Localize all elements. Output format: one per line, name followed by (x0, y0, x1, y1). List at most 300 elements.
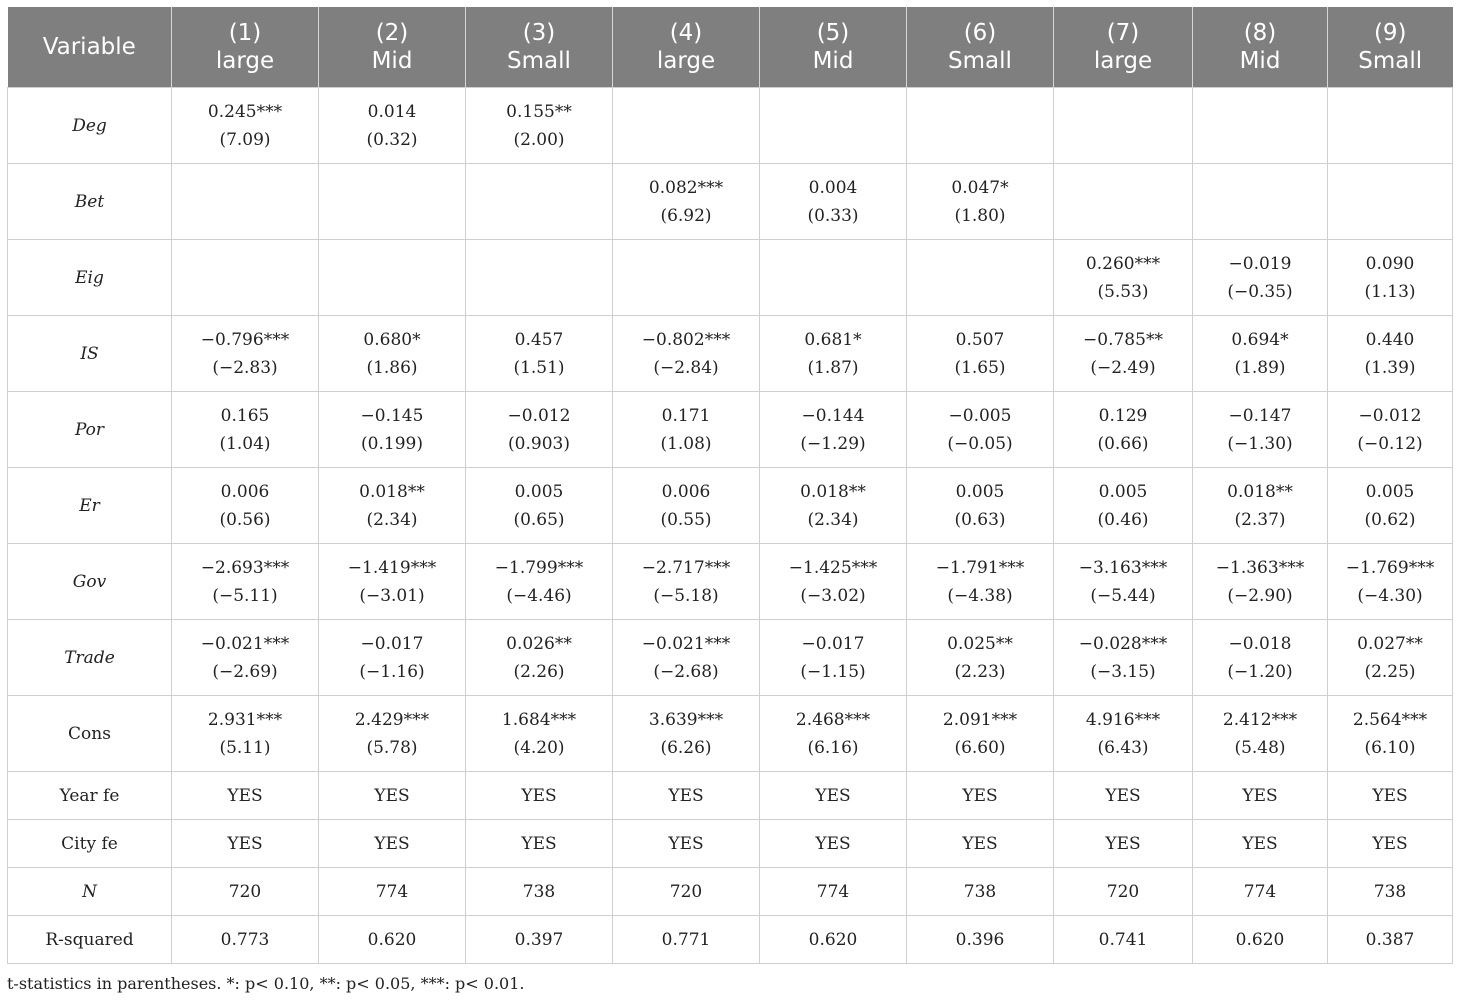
coefficient-value: −1.799*** (494, 557, 584, 578)
table-cell: 720 (1054, 868, 1193, 916)
table-row (8, 696, 1453, 772)
table-cell: YES (1328, 820, 1453, 868)
header-column-8 (1193, 7, 1328, 88)
t-statistic-value: (4.20) (513, 737, 565, 758)
coefficient-value: 0.129 (1098, 405, 1148, 426)
table-cell: 0.620 (760, 916, 907, 964)
table-cell: 738 (907, 868, 1054, 916)
table-row (8, 544, 1453, 620)
t-statistic-value: (2.37) (1234, 509, 1286, 530)
t-statistic-value: (−0.35) (1227, 281, 1293, 302)
table-cell (1193, 316, 1328, 392)
header-column-9 (1328, 7, 1453, 88)
table-cell (760, 316, 907, 392)
t-statistic-value: (−5.11) (212, 585, 278, 606)
table-cell (1193, 88, 1328, 164)
table-cell (760, 468, 907, 544)
table-cell (760, 392, 907, 468)
table-cell (613, 240, 760, 316)
t-statistic-value: (1.87) (807, 357, 859, 378)
coefficient-value: 0.245*** (207, 101, 283, 122)
table-cell: YES (1054, 772, 1193, 820)
header-row (8, 7, 1453, 88)
table-cell (172, 392, 319, 468)
coefficient-value: 0.260*** (1085, 253, 1161, 274)
row-label: N (8, 868, 172, 916)
table-cell (172, 240, 319, 316)
table-cell: 720 (613, 868, 760, 916)
table-cell (907, 164, 1054, 240)
table-cell: 0.773 (172, 916, 319, 964)
t-statistic-value: (1.13) (1364, 281, 1416, 302)
table-cell (466, 240, 613, 316)
t-statistic-value: (0.65) (513, 509, 565, 530)
table-cell (1328, 392, 1453, 468)
t-statistic-value: (−1.15) (800, 661, 866, 682)
t-statistic-value: (2.34) (807, 509, 859, 530)
table-cell (466, 88, 613, 164)
column-group: Small (507, 48, 571, 74)
t-statistic-value: (−2.68) (653, 661, 719, 682)
coefficient-value: −0.018 (1228, 633, 1292, 654)
t-statistic-value: (2.26) (513, 661, 565, 682)
table-cell: YES (466, 820, 613, 868)
table-row (8, 468, 1453, 544)
column-group: large (656, 48, 716, 74)
t-statistic-value: (6.92) (660, 205, 712, 226)
table-cell (319, 88, 466, 164)
t-statistic-value: (6.16) (807, 737, 859, 758)
coefficient-value: 0.004 (808, 177, 858, 198)
coefficient-value: 2.564*** (1352, 709, 1428, 730)
table-cell (907, 696, 1054, 772)
table-cell (1328, 544, 1453, 620)
table-cell (1328, 620, 1453, 696)
table-cell: 0.397 (466, 916, 613, 964)
coefficient-value: 0.026** (506, 633, 572, 654)
table-cell (613, 164, 760, 240)
t-statistic-value: (0.903) (508, 433, 570, 454)
table-cell: YES (1193, 820, 1328, 868)
t-statistic-value: (−5.44) (1090, 585, 1156, 606)
t-statistic-value: (1.39) (1364, 357, 1416, 378)
coefficient-value: 0.005 (514, 481, 564, 502)
coefficient-value: 2.091*** (942, 709, 1018, 730)
column-group: Small (1358, 48, 1423, 74)
header-variable: Variable (8, 7, 172, 88)
coefficient-value: 0.440 (1365, 329, 1415, 350)
t-statistic-value: (−2.84) (653, 357, 719, 378)
table-cell (1328, 164, 1453, 240)
coefficient-value: 0.082*** (648, 177, 724, 198)
table-cell: YES (1328, 772, 1453, 820)
coefficient-value: −0.021*** (641, 633, 731, 654)
row-label: Por (8, 392, 172, 468)
column-group: Mid (371, 48, 413, 74)
table-cell: YES (1054, 820, 1193, 868)
row-label: Er (8, 468, 172, 544)
column-number: (1) (228, 20, 262, 46)
table-row (8, 772, 1453, 820)
coefficient-value: −0.785** (1083, 329, 1163, 350)
column-number: (5) (816, 20, 850, 46)
header-column-7 (1054, 7, 1193, 88)
table-cell (1054, 88, 1193, 164)
t-statistic-value: (−4.46) (506, 585, 572, 606)
t-statistic-value: (−3.15) (1090, 661, 1156, 682)
table-cell (907, 316, 1054, 392)
table-cell (466, 696, 613, 772)
table-cell (613, 316, 760, 392)
coefficient-value: 2.468*** (795, 709, 871, 730)
row-label: City fe (8, 820, 172, 868)
table-cell (760, 696, 907, 772)
table-cell (907, 620, 1054, 696)
coefficient-value: 0.090 (1365, 253, 1415, 274)
coefficient-value: −0.144 (801, 405, 865, 426)
coefficient-value: −1.419*** (347, 557, 437, 578)
coefficient-value: 0.018** (359, 481, 425, 502)
coefficient-value: 0.171 (661, 405, 711, 426)
table-cell (760, 88, 907, 164)
table-cell (1054, 316, 1193, 392)
table-cell (1193, 164, 1328, 240)
table-cell (319, 696, 466, 772)
coefficient-value: 3.639*** (648, 709, 724, 730)
coefficient-value: −0.147 (1228, 405, 1292, 426)
t-statistic-value: (1.04) (219, 433, 271, 454)
row-label: IS (8, 316, 172, 392)
t-statistic-value: (1.80) (954, 205, 1006, 226)
column-group: Mid (1239, 48, 1281, 74)
table-cell: 738 (1328, 868, 1453, 916)
table-cell: YES (1193, 772, 1328, 820)
column-group: large (1093, 48, 1153, 74)
table-cell (466, 164, 613, 240)
column-number: (7) (1106, 20, 1140, 46)
header-column-5 (760, 7, 907, 88)
t-statistic-value: (−1.16) (359, 661, 425, 682)
coefficient-value: −1.363*** (1215, 557, 1305, 578)
table-cell (319, 240, 466, 316)
table-cell: 774 (319, 868, 466, 916)
table-cell (907, 544, 1054, 620)
t-statistic-value: (2.34) (366, 509, 418, 530)
table-cell (172, 88, 319, 164)
header-column-2 (319, 7, 466, 88)
coefficient-value: −0.145 (360, 405, 424, 426)
coefficient-value: 0.681* (804, 329, 862, 350)
coefficient-value: 2.931*** (207, 709, 283, 730)
table-cell (1054, 544, 1193, 620)
column-group: Small (948, 48, 1012, 74)
regression-table-container (7, 7, 1452, 964)
coefficient-value: 0.680* (363, 329, 421, 350)
coefficient-value: −2.693*** (200, 557, 290, 578)
t-statistic-value: (−3.02) (800, 585, 866, 606)
coefficient-value: −1.769*** (1345, 557, 1435, 578)
column-number: (4) (669, 20, 703, 46)
table-cell (907, 240, 1054, 316)
table-cell (1054, 164, 1193, 240)
table-cell (319, 468, 466, 544)
table-row (8, 392, 1453, 468)
table-cell (1328, 468, 1453, 544)
table-cell: YES (907, 772, 1054, 820)
coefficient-value: 0.507 (955, 329, 1005, 350)
header-column-3 (466, 7, 613, 88)
coefficient-value: 0.027** (1357, 633, 1423, 654)
t-statistic-value: (5.11) (219, 737, 271, 758)
table-cell: 0.620 (1193, 916, 1328, 964)
table-header (8, 7, 1453, 88)
coefficient-value: −0.005 (948, 405, 1012, 426)
column-number: (8) (1243, 20, 1277, 46)
table-cell (466, 392, 613, 468)
coefficient-value: −0.017 (360, 633, 424, 654)
table-cell: 0.620 (319, 916, 466, 964)
coefficient-value: 0.165 (220, 405, 270, 426)
table-cell: 774 (760, 868, 907, 916)
t-statistic-value: (1.89) (1234, 357, 1286, 378)
table-cell (319, 620, 466, 696)
table-cell (1193, 620, 1328, 696)
column-number: (9) (1373, 20, 1407, 46)
t-statistic-value: (−1.20) (1227, 661, 1293, 682)
header-column-4 (613, 7, 760, 88)
table-cell (1328, 696, 1453, 772)
table-cell (1328, 316, 1453, 392)
table-cell: YES (760, 820, 907, 868)
t-statistic-value: (−0.12) (1357, 433, 1423, 454)
table-cell (907, 392, 1054, 468)
table-row (8, 316, 1453, 392)
t-statistic-value: (7.09) (219, 129, 271, 150)
t-statistic-value: (1.86) (366, 357, 418, 378)
t-statistic-value: (−2.83) (212, 357, 278, 378)
table-cell (760, 620, 907, 696)
coefficient-value: −0.012 (507, 405, 571, 426)
table-cell (172, 164, 319, 240)
table-row (8, 164, 1453, 240)
table-cell: YES (466, 772, 613, 820)
t-statistic-value: (2.23) (954, 661, 1006, 682)
row-label: Bet (8, 164, 172, 240)
coefficient-value: −0.012 (1358, 405, 1422, 426)
table-cell (1054, 468, 1193, 544)
table-cell (319, 316, 466, 392)
table-cell: YES (613, 820, 760, 868)
table-cell: 738 (466, 868, 613, 916)
column-number: (6) (963, 20, 997, 46)
coefficient-value: 0.025** (947, 633, 1013, 654)
table-row (8, 868, 1453, 916)
table-cell (1193, 696, 1328, 772)
column-group: Mid (812, 48, 854, 74)
table-cell: YES (907, 820, 1054, 868)
t-statistic-value: (−2.90) (1227, 585, 1293, 606)
table-cell (172, 544, 319, 620)
table-cell (1193, 468, 1328, 544)
t-statistic-value: (−5.18) (653, 585, 719, 606)
table-cell (1054, 240, 1193, 316)
coefficient-value: −0.802*** (641, 329, 731, 350)
t-statistic-value: (5.53) (1097, 281, 1149, 302)
coefficient-value: 0.005 (955, 481, 1005, 502)
t-statistic-value: (−4.30) (1357, 585, 1423, 606)
table-cell (1328, 240, 1453, 316)
t-statistic-value: (6.60) (954, 737, 1006, 758)
table-body (8, 88, 1453, 964)
coefficient-value: 0.006 (220, 481, 270, 502)
row-label: Deg (8, 88, 172, 164)
t-statistic-value: (−4.38) (947, 585, 1013, 606)
row-label: R-squared (8, 916, 172, 964)
t-statistic-value: (1.51) (513, 357, 565, 378)
row-label: Gov (8, 544, 172, 620)
t-statistic-value: (0.56) (219, 509, 271, 530)
table-cell (907, 468, 1054, 544)
coefficient-value: −0.017 (801, 633, 865, 654)
row-label: Eig (8, 240, 172, 316)
coefficient-value: −0.028*** (1078, 633, 1168, 654)
t-statistic-value: (−1.29) (800, 433, 866, 454)
coefficient-value: −3.163*** (1078, 557, 1168, 578)
table-cell (613, 620, 760, 696)
coefficient-value: −1.425*** (788, 557, 878, 578)
table-cell (1054, 620, 1193, 696)
table-cell (319, 544, 466, 620)
regression-table (7, 7, 1453, 964)
t-statistic-value: (0.199) (361, 433, 423, 454)
column-group: large (215, 48, 275, 74)
table-cell: YES (760, 772, 907, 820)
coefficient-value: 0.014 (367, 101, 417, 122)
coefficient-value: −1.791*** (935, 557, 1025, 578)
header-column-6 (907, 7, 1054, 88)
t-statistic-value: (6.26) (660, 737, 712, 758)
t-statistic-value: (−2.49) (1090, 357, 1156, 378)
coefficient-value: −2.717*** (641, 557, 731, 578)
coefficient-value: 1.684*** (501, 709, 577, 730)
coefficient-value: −0.021*** (200, 633, 290, 654)
table-row (8, 240, 1453, 316)
table-cell: 0.387 (1328, 916, 1453, 964)
coefficient-value: 0.005 (1098, 481, 1148, 502)
table-cell (319, 392, 466, 468)
t-statistic-value: (2.25) (1364, 661, 1416, 682)
column-number: (3) (522, 20, 556, 46)
table-cell (466, 316, 613, 392)
table-cell: YES (172, 820, 319, 868)
table-cell: YES (319, 772, 466, 820)
table-cell (613, 544, 760, 620)
table-cell (613, 468, 760, 544)
coefficient-value: 2.429*** (354, 709, 430, 730)
table-cell (466, 544, 613, 620)
t-statistic-value: (−3.01) (359, 585, 425, 606)
t-statistic-value: (0.66) (1097, 433, 1149, 454)
table-cell: 0.741 (1054, 916, 1193, 964)
table-cell (760, 164, 907, 240)
t-statistic-value: (6.10) (1364, 737, 1416, 758)
table-cell: 0.396 (907, 916, 1054, 964)
coefficient-value: 0.694* (1231, 329, 1289, 350)
table-cell (466, 620, 613, 696)
table-cell (613, 696, 760, 772)
table-cell (1193, 240, 1328, 316)
coefficient-value: 0.047* (951, 177, 1009, 198)
table-cell: YES (613, 772, 760, 820)
table-row (8, 88, 1453, 164)
table-cell (172, 316, 319, 392)
coefficient-value: 0.018** (800, 481, 866, 502)
coefficient-value: 0.005 (1365, 481, 1415, 502)
table-cell (907, 88, 1054, 164)
row-label: Trade (8, 620, 172, 696)
table-cell: 774 (1193, 868, 1328, 916)
table-row (8, 916, 1453, 964)
table-cell: 720 (172, 868, 319, 916)
table-row (8, 820, 1453, 868)
table-cell: YES (319, 820, 466, 868)
table-row (8, 620, 1453, 696)
table-cell: YES (172, 772, 319, 820)
t-statistic-value: (2.00) (513, 129, 565, 150)
coefficient-value: −0.019 (1228, 253, 1292, 274)
t-statistic-value: (1.08) (660, 433, 712, 454)
table-cell (319, 164, 466, 240)
row-label: Cons (8, 696, 172, 772)
coefficient-value: −0.796*** (200, 329, 290, 350)
column-number: (2) (375, 20, 409, 46)
t-statistic-value: (0.62) (1364, 509, 1416, 530)
table-cell (613, 392, 760, 468)
table-cell (1193, 544, 1328, 620)
table-cell (613, 88, 760, 164)
t-statistic-value: (0.55) (660, 509, 712, 530)
coefficient-value: 4.916*** (1085, 709, 1161, 730)
coefficient-value: 0.006 (661, 481, 711, 502)
t-statistic-value: (−0.05) (947, 433, 1013, 454)
t-statistic-value: (0.63) (954, 509, 1006, 530)
t-statistic-value: (1.65) (954, 357, 1006, 378)
table-cell (1328, 88, 1453, 164)
table-cell (172, 620, 319, 696)
table-cell: 0.771 (613, 916, 760, 964)
table-footnote: t-statistics in parentheses. *: p< 0.10, **: p< 0.05, ***: p< 0.01. (7, 974, 525, 993)
row-label: Year fe (8, 772, 172, 820)
t-statistic-value: (−2.69) (212, 661, 278, 682)
t-statistic-value: (0.46) (1097, 509, 1149, 530)
t-statistic-value: (6.43) (1097, 737, 1149, 758)
t-statistic-value: (0.33) (807, 205, 859, 226)
table-cell (466, 468, 613, 544)
t-statistic-value: (0.32) (366, 129, 418, 150)
table-cell (172, 696, 319, 772)
table-cell (1054, 392, 1193, 468)
header-column-1 (172, 7, 319, 88)
coefficient-value: 0.155** (506, 101, 572, 122)
t-statistic-value: (5.48) (1234, 737, 1286, 758)
table-cell (1193, 392, 1328, 468)
coefficient-value: 0.457 (514, 329, 564, 350)
table-cell (760, 544, 907, 620)
t-statistic-value: (−1.30) (1227, 433, 1293, 454)
table-cell (760, 240, 907, 316)
t-statistic-value: (5.78) (366, 737, 418, 758)
table-cell (172, 468, 319, 544)
